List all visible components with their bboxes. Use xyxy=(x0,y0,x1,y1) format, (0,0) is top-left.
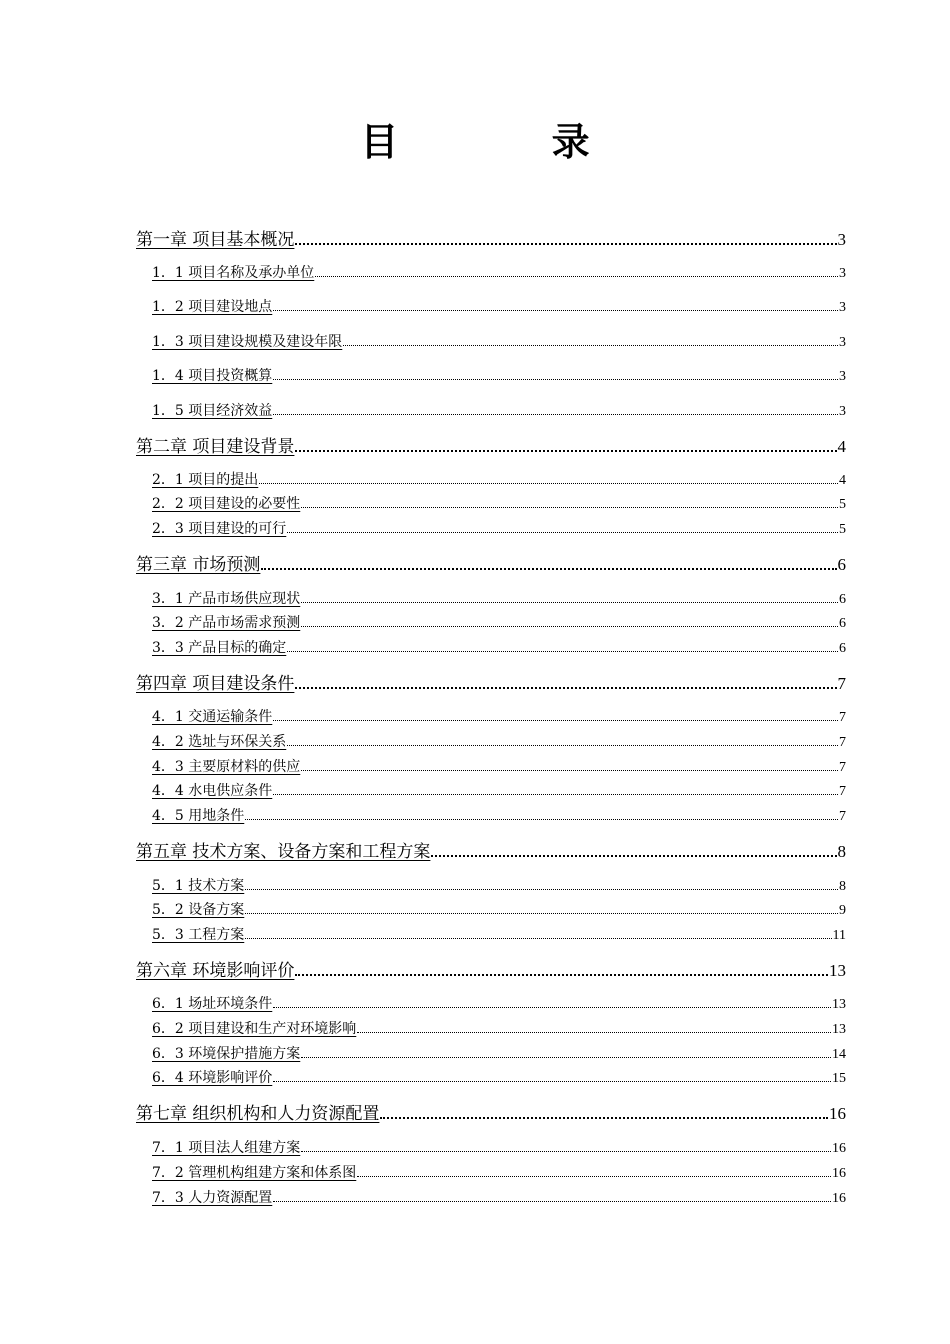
toc-section-entry[interactable] xyxy=(152,331,846,351)
toc-page-number: 8 xyxy=(837,842,846,861)
toc-dot-leader xyxy=(301,602,838,603)
toc-dot-leader xyxy=(315,276,838,277)
toc-page-number: 13 xyxy=(829,961,846,980)
toc-page-number: 7 xyxy=(839,784,846,799)
toc-entry-label: 7．2 管理机构组建方案和体系图 xyxy=(152,1165,357,1181)
toc-dot-leader xyxy=(259,483,838,484)
toc-entry-label: 3．2 产品市场需求预测 xyxy=(152,615,301,631)
toc-section-entry[interactable] xyxy=(152,518,846,538)
toc-entry-label: 5．2 设备方案 xyxy=(152,902,245,918)
toc-entry-label: 5．3 工程方案 xyxy=(152,927,245,943)
toc-page-number: 16 xyxy=(832,1166,846,1181)
toc-dot-leader xyxy=(273,379,838,380)
toc-page-number: 6 xyxy=(839,616,846,631)
toc-page-number: 6 xyxy=(837,555,846,574)
toc-page-number: 13 xyxy=(832,1022,846,1037)
toc-chapter-entry[interactable] xyxy=(136,433,846,457)
toc-entry-label: 4．5 用地条件 xyxy=(152,808,245,824)
toc-section-entry[interactable] xyxy=(152,469,846,489)
toc-dot-leader xyxy=(273,1081,831,1082)
toc-page-number: 7 xyxy=(839,760,846,775)
toc-entry-label: 第二章 项目建设背景 xyxy=(136,437,295,457)
toc-dot-leader xyxy=(357,1032,831,1033)
toc-page-number: 8 xyxy=(839,879,846,894)
toc-entry-label: 1．4 项目投资概算 xyxy=(152,368,273,384)
toc-entry-label: 6．1 场址环境条件 xyxy=(152,996,273,1012)
toc-section-entry[interactable] xyxy=(152,1067,846,1087)
toc-dot-leader xyxy=(301,1151,831,1152)
toc-dot-leader xyxy=(273,1007,831,1008)
toc-chapter-entry[interactable] xyxy=(136,957,846,981)
toc-entry-label: 6．2 项目建设和生产对环境影响 xyxy=(152,1021,357,1037)
toc-entry-label: 第四章 项目建设条件 xyxy=(136,674,295,694)
toc-dot-leader xyxy=(295,243,836,245)
toc-entry-label: 6．4 环境影响评价 xyxy=(152,1070,273,1086)
toc-entry-label: 7．1 项目法人组建方案 xyxy=(152,1140,301,1156)
toc-page-number: 3 xyxy=(839,266,846,281)
toc-dot-leader xyxy=(287,651,838,652)
toc-section-entry[interactable] xyxy=(152,875,846,895)
toc-section-entry[interactable] xyxy=(152,993,846,1013)
toc-entry-label: 4．1 交通运输条件 xyxy=(152,709,273,725)
toc-section-entry[interactable] xyxy=(152,1162,846,1182)
toc-dot-leader xyxy=(301,626,838,627)
toc-entry-label: 4．3 主要原材料的供应 xyxy=(152,759,301,775)
toc-section-entry[interactable] xyxy=(152,756,846,776)
toc-dot-leader xyxy=(245,938,831,939)
toc-entry-label: 第一章 项目基本概况 xyxy=(136,230,295,250)
toc-page-number: 5 xyxy=(839,522,846,537)
toc-section-entry[interactable] xyxy=(152,365,846,385)
toc-page-number: 16 xyxy=(832,1141,846,1156)
toc-dot-leader xyxy=(273,310,838,311)
toc-section-entry[interactable] xyxy=(152,612,846,632)
toc-dot-leader xyxy=(295,687,836,689)
toc-chapter-entry[interactable] xyxy=(136,551,846,575)
toc-section-entry[interactable] xyxy=(152,706,846,726)
toc-page-number: 4 xyxy=(839,473,846,488)
toc-section-entry[interactable] xyxy=(152,637,846,657)
toc-page-number: 5 xyxy=(839,497,846,512)
toc-dot-leader xyxy=(273,414,838,415)
toc-dot-leader xyxy=(245,889,838,890)
toc-page-number: 15 xyxy=(832,1071,846,1086)
toc-entry-label: 1．1 项目名称及承办单位 xyxy=(152,265,315,281)
toc-entry-label: 5．1 技术方案 xyxy=(152,878,245,894)
toc-dot-leader xyxy=(287,532,838,533)
toc-dot-leader xyxy=(295,450,836,452)
toc-entry-label: 第五章 技术方案、设备方案和工程方案 xyxy=(136,842,431,862)
toc-page-number: 6 xyxy=(839,592,846,607)
toc-dot-leader xyxy=(273,720,838,721)
toc-page-number: 14 xyxy=(832,1047,846,1062)
toc-section-entry[interactable] xyxy=(152,731,846,751)
toc-page-number: 3 xyxy=(839,335,846,350)
toc-dot-leader xyxy=(273,1201,831,1202)
toc-section-entry[interactable] xyxy=(152,1018,846,1038)
toc-page-number: 3 xyxy=(839,300,846,315)
toc-dot-leader xyxy=(245,819,838,820)
toc-section-entry[interactable] xyxy=(152,588,846,608)
toc-dot-leader xyxy=(431,855,836,857)
toc-dot-leader xyxy=(301,1057,831,1058)
toc-entry-label: 6．3 环境保护措施方案 xyxy=(152,1046,301,1062)
toc-page-number: 9 xyxy=(839,903,846,918)
toc-entry-label: 2．1 项目的提出 xyxy=(152,472,259,488)
toc-page-number: 16 xyxy=(832,1191,846,1206)
toc-dot-leader xyxy=(295,974,828,976)
toc-section-entry[interactable] xyxy=(152,805,846,825)
toc-dot-leader xyxy=(357,1176,831,1177)
toc-entry-label: 第七章 组织机构和人力资源配置 xyxy=(136,1104,380,1124)
toc-page-number: 11 xyxy=(832,928,846,943)
page-title: 目 录 xyxy=(360,120,660,164)
toc-page-number: 13 xyxy=(832,997,846,1012)
toc-chapter-entry[interactable] xyxy=(136,226,846,250)
toc-entry-label: 4．4 水电供应条件 xyxy=(152,783,273,799)
toc-page-number: 3 xyxy=(837,230,846,249)
toc-section-entry[interactable] xyxy=(152,400,846,420)
toc-section-entry[interactable] xyxy=(152,296,846,316)
toc-entry-label: 2．3 项目建设的可行 xyxy=(152,521,287,537)
toc-section-entry[interactable] xyxy=(152,493,846,513)
toc-dot-leader xyxy=(380,1117,828,1119)
toc-page-number: 6 xyxy=(839,641,846,656)
toc-dot-leader xyxy=(301,507,838,508)
toc-entry-label: 2．2 项目建设的必要性 xyxy=(152,496,301,512)
toc-page-number: 7 xyxy=(839,809,846,824)
toc-dot-leader xyxy=(343,345,838,346)
toc-page-number: 4 xyxy=(837,437,846,456)
toc-dot-leader xyxy=(287,745,838,746)
toc-entry-label: 1．2 项目建设地点 xyxy=(152,299,273,315)
toc-dot-leader xyxy=(273,794,838,795)
toc-chapter-entry[interactable] xyxy=(136,1100,846,1124)
toc-entry-label: 第六章 环境影响评价 xyxy=(136,961,295,981)
toc-entry-label: 第三章 市场预测 xyxy=(136,555,261,575)
toc-section-entry[interactable] xyxy=(152,262,846,282)
toc-entry-label: 4．2 选址与环保关系 xyxy=(152,734,287,750)
toc-section-entry[interactable] xyxy=(152,924,846,944)
toc-page-number: 3 xyxy=(839,404,846,419)
toc-section-entry[interactable] xyxy=(152,1187,846,1207)
toc-dot-leader xyxy=(301,770,838,771)
toc-entry-label: 3．3 产品目标的确定 xyxy=(152,640,287,656)
toc-section-entry[interactable] xyxy=(152,1043,846,1063)
toc-chapter-entry[interactable] xyxy=(136,670,846,694)
toc-section-entry[interactable] xyxy=(152,1137,846,1157)
toc-entry-label: 1．5 项目经济效益 xyxy=(152,403,273,419)
toc-page-number: 7 xyxy=(839,735,846,750)
toc-page-number: 7 xyxy=(839,710,846,725)
toc-section-entry[interactable] xyxy=(152,899,846,919)
toc-page-number: 16 xyxy=(829,1104,846,1123)
toc-section-entry[interactable] xyxy=(152,780,846,800)
toc-entry-label: 3．1 产品市场供应现状 xyxy=(152,591,301,607)
toc-page-number: 3 xyxy=(839,369,846,384)
toc-dot-leader xyxy=(261,568,836,570)
toc-entry-label: 1．3 项目建设规模及建设年限 xyxy=(152,334,343,350)
toc-dot-leader xyxy=(245,913,838,914)
toc-entry-label: 7．3 人力资源配置 xyxy=(152,1190,273,1206)
toc-chapter-entry[interactable] xyxy=(136,838,846,862)
toc-page-number: 7 xyxy=(837,674,846,693)
